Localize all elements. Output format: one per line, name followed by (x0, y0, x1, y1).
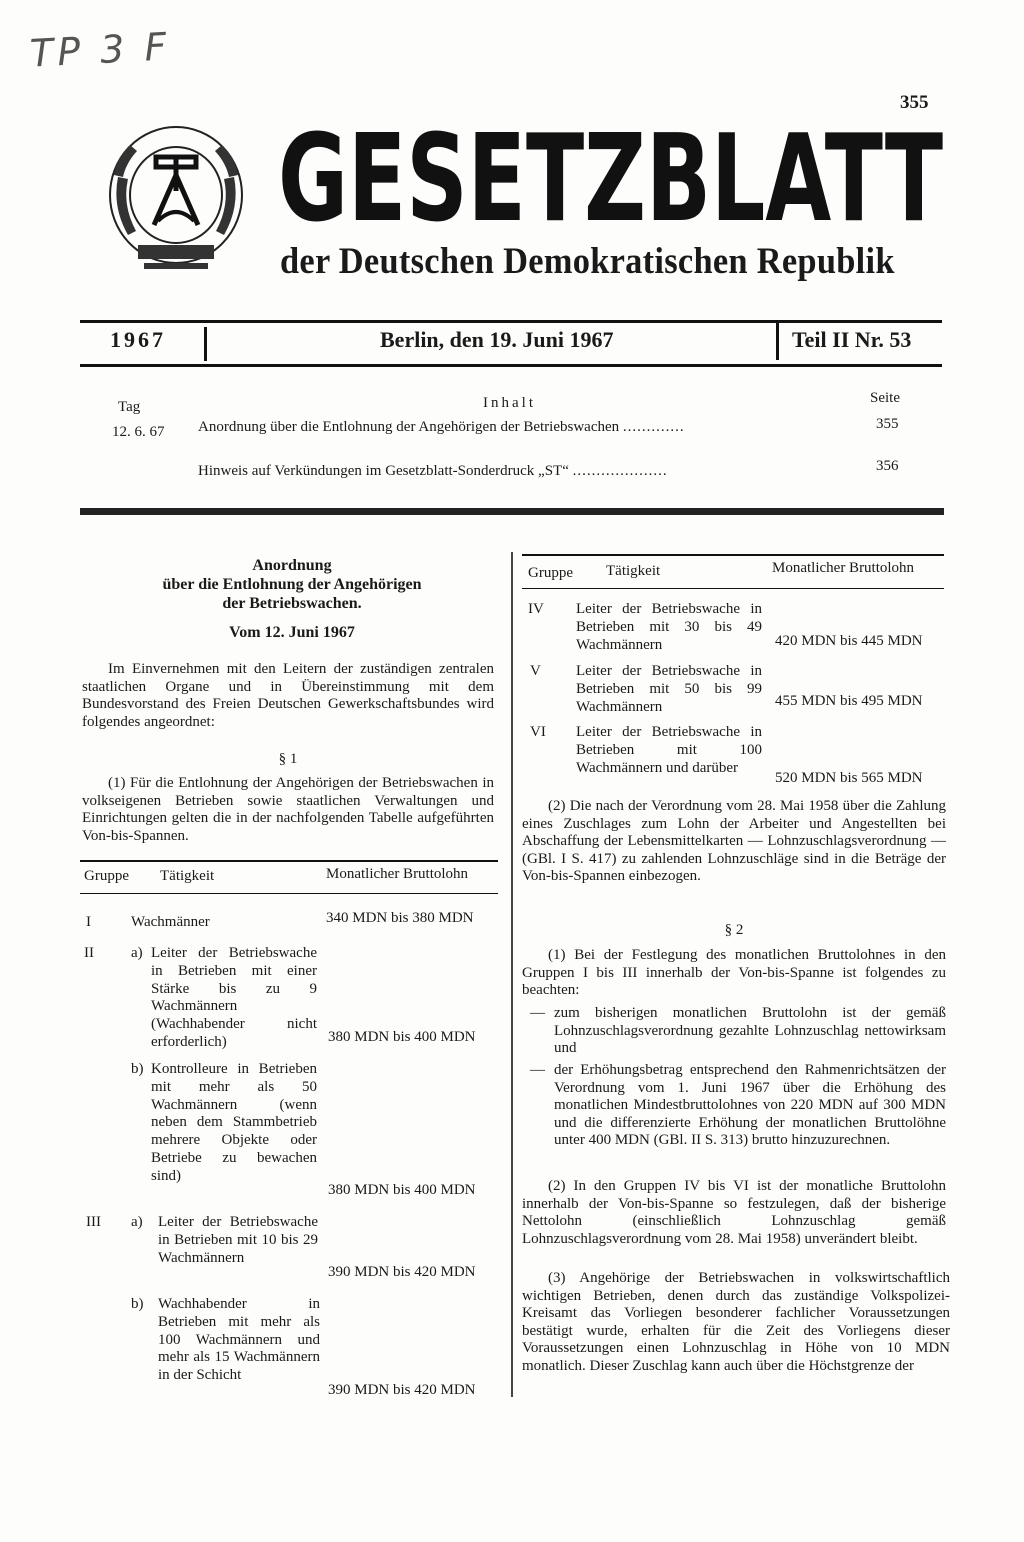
table-row-sublabel: b) (131, 1296, 144, 1312)
article-heading: Anordnung über die Entlohnung der Angehörigen der Betriebswachen. (162, 557, 422, 612)
toc-entry-date: 12. 6. 67 (112, 424, 165, 440)
header-bottom-rule (80, 364, 942, 367)
table-row-wage: 390 MDN bis 420 MDN (328, 1264, 476, 1280)
section-2-paragraph-2: (2) In den Gruppen IV bis VI ist der monatliche Bruttolohn innerhalb der Von-bis-Spanne so festzulegen, daß der bisherige Nettolohn (einschließlich Lohnzuschlag gemäß Lohnzuschlagsverordnung vom 28. Mai 1958) unverändert bleibt. (522, 1178, 946, 1247)
table-row-activity: Wachhabender in Betrieben mit mehr als 100 Wachmännern und mehr als 15 Wachmännern in der Schicht (158, 1296, 320, 1384)
table-top-rule (522, 554, 944, 556)
masthead-subtitle: der Deutschen Demokratischen Republik (280, 241, 895, 282)
table-row-group: V (530, 663, 541, 679)
contents-separator (80, 508, 944, 515)
table-header-group: Gruppe (84, 868, 129, 884)
table-header-activity: Tätigkeit (606, 563, 661, 579)
header-divider (204, 327, 207, 361)
table-row-group: VI (530, 724, 546, 740)
section-2-bullet-1: zum bisherigen monatlichen Bruttolohn ist der gemäß Lohnzuschlagsverordnung gezahlte Lohnzuschlag nettowirksam und (554, 1005, 946, 1056)
section-1-paragraph-2: (2) Die nach der Verordnung vom 28. Mai 1958 über die Zahlung eines Zuschlages zum Lohn der Arbeiter und Angestellten bei Abschaffung der Lebensmittelkarten — Lohnzuschlagsverordnung — (GBl. I S. 417) zu zahlenden Lohnzuschläge sind in die Beträge der Von-bis-Spannen einbezogen. (522, 798, 946, 884)
article-date-line: Vom 12. Juni 1967 (229, 624, 355, 641)
toc-entry-leader: ............. (622, 419, 685, 435)
table-header-wage: Monatlicher Bruttolohn (772, 560, 915, 576)
table-header-activity: Tätigkeit (160, 868, 215, 884)
table-row-activity: Leiter der Betriebswache in Betrieben mit einer Stärke bis zu 9 Wachmännern (Wachhabender nicht erforderlich) (151, 945, 317, 1050)
table-row-wage: 340 MDN bis 380 MDN (326, 910, 474, 926)
toc-title: Inhalt (483, 395, 536, 411)
table-row-sublabel: a) (131, 1214, 143, 1230)
toc-entry-text: Hinweis auf Verkündungen im Gesetzblatt-Sonderdruck „ST“ (198, 463, 569, 479)
state-emblem-icon (100, 117, 252, 279)
table-header-rule (80, 893, 498, 894)
toc-entry-page: 356 (876, 458, 899, 474)
toc-page-header: Seite (870, 390, 900, 406)
toc-entry[interactable] (198, 463, 668, 480)
table-row-sublabel: b) (131, 1061, 144, 1077)
table-row-activity: Leiter der Betriebswache in Betrieben mit 10 bis 29 Wachmännern (158, 1214, 318, 1266)
table-row-wage: 380 MDN bis 400 MDN (328, 1029, 476, 1045)
toc-entry-page: 355 (876, 416, 899, 432)
table-row-activity: Kontrolleure in Betrieben mit mehr als 50 Wachmännern (wenn neben dem Stammbetrieb mehrere Objekte oder Betriebe zu bewachen sind) (151, 1061, 317, 1184)
header-divider (776, 320, 779, 360)
table-row-group: IV (528, 601, 544, 617)
section-2-paragraph-3: (3) Angehörige der Betriebswachen in volkswirtschaftlich wichtigen Betrieben, denen durch das zuständige Volkspolizei-Kreisamt das Vorliegen besonderer fachlicher Voraussetzungen bestätigt wurde, erhalten für die Zeit des Vorliegens dieser Voraussetzungen einen Lohnzuschlag in Höhe von 10 MDN monatlich. Dieser Zuschlag kann auch über die Höchstgrenze der (522, 1270, 950, 1374)
table-header-group: Gruppe (528, 565, 573, 581)
section-1-heading: § 1 (278, 751, 298, 767)
column-divider (511, 552, 513, 1397)
section-2-bullet-2: der Erhöhungsbetrag entsprechend den Rahmenrichtsätzen der Verordnung vom 1. Juni 1967 über die Erhöhung des monatlichen Mindestbruttolohnes von 220 MDN auf 300 MDN und die differenzierte Erhöhung der monatlichen Bruttolöhne unter 400 MDN (GBl. II S. 313) brutto hinzuzurechnen. (554, 1062, 946, 1148)
table-row-group: I (86, 914, 91, 930)
table-row-wage: 520 MDN bis 565 MDN (775, 770, 923, 786)
table-row-wage: 420 MDN bis 445 MDN (775, 633, 923, 649)
table-row-activity: Leiter der Betriebswache in Betrieben mit 100 Wachmännern und darüber (576, 724, 762, 776)
toc-entry-leader: .................... (572, 463, 668, 479)
handwritten-margin-note: TP 3 F (28, 24, 172, 76)
toc-day-header: Tag (118, 399, 141, 415)
section-1-paragraph-1: (1) Für die Entlohnung der Angehörigen der Betriebswachen in volkseigenen Betrieben sowie staatlichen Verwaltungen und Einrichtungen gelten die in der nachfolgenden Tabelle aufgeführten Von-bis-Spannen. (82, 775, 494, 844)
table-row-wage: 455 MDN bis 495 MDN (775, 693, 923, 709)
toc-entry-text: Anordnung über die Entlohnung der Angehörigen der Betriebswachen (198, 419, 620, 435)
page-number: 355 (900, 92, 929, 113)
bullet-dash: — (530, 1005, 545, 1021)
table-row-wage: 380 MDN bis 400 MDN (328, 1182, 476, 1198)
svg-text:GESETZBLATT: GESETZBLATT (278, 122, 943, 232)
article-intro: Im Einvernehmen mit den Leitern der zuständigen zentralen staatlichen Organe und in Übereinstimmung mit dem Bundesvorstand des Freien Deutschen Gewerkschaftsbundes wird folgendes angeordnet: (82, 661, 494, 730)
table-row-activity: Leiter der Betriebswache in Betrieben mit 30 bis 49 Wachmännern (576, 601, 762, 653)
table-row-wage: 390 MDN bis 420 MDN (328, 1382, 476, 1398)
table-header-rule (522, 588, 944, 589)
table-row-sublabel: a) (131, 945, 143, 961)
table-header-wage: Monatlicher Bruttolohn (326, 866, 469, 882)
section-2-heading: § 2 (724, 922, 744, 938)
toc-entry[interactable] (198, 419, 685, 436)
issue-date: Berlin, den 19. Juni 1967 (380, 327, 614, 352)
table-row-activity: Wachmänner (131, 914, 210, 930)
table-row-activity: Leiter der Betriebswache in Betrieben mit 50 bis 99 Wachmännern (576, 663, 762, 715)
section-2-paragraph-1: (1) Bei der Festlegung des monatlichen Bruttolohnes in den Gruppen I bis III innerhalb der Von-bis-Spanne ist folgendes zu beachten: (522, 947, 946, 998)
table-top-rule (80, 860, 498, 862)
table-row-group: II (84, 945, 94, 961)
header-top-rule (80, 320, 942, 323)
issue-part-number: Teil II Nr. 53 (792, 327, 912, 352)
issue-year: 1967 (110, 327, 166, 352)
table-row-group: III (86, 1214, 101, 1230)
bullet-dash: — (530, 1062, 545, 1078)
masthead-title (278, 122, 943, 232)
